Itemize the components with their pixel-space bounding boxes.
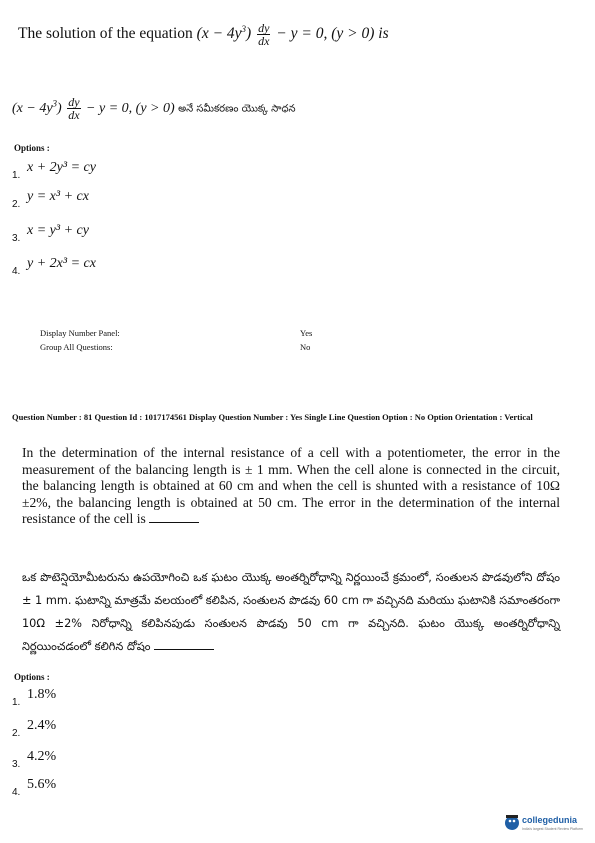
question-2-english [22,445,560,528]
option-text: 4.2% [27,749,57,764]
display-number-panel-label: Display Number Panel: [40,328,120,338]
collegedunia-logo[interactable] [503,812,585,838]
question-1-telugu-text: అనే సమీకరణం యొక్క సాధన [178,103,296,115]
derivative-fraction [257,22,270,47]
equation-close-te: ) [57,100,62,116]
logo-text: collegedunia [522,815,578,825]
group-all-questions-value: No [300,342,311,352]
answer-blank [149,512,199,523]
question-1-prefix: The solution of the equation [18,25,193,43]
option-text: x + 2y³ = cy [27,160,96,175]
logo-tagline: India's largest Student Review Platform [522,827,583,831]
option-number: 3. [12,233,21,244]
derivative-denominator-te: dx [68,108,80,122]
equation-left: (x − 4y [196,25,242,43]
equation-left-te: (x − 4y [12,100,53,116]
option-number: 4. [12,787,21,798]
equation-exponent-te: 3 [52,98,58,109]
question-2-header: Question Number : 81 Question Id : 1017174561 Display Question Number : Yes Single Line Question Option : No Option Orientation : Vertical [12,412,533,422]
question-1-telugu [12,96,296,121]
option-text: x = y³ + cy [27,223,89,238]
display-number-panel-value: Yes [300,328,313,338]
option-text: y + 2x³ = cx [27,256,96,271]
option-text: 5.6% [27,777,57,792]
option-number: 3. [12,759,21,770]
question-1-english [18,22,389,47]
question-2-telugu-text: ఒక పొటెన్షియోమీటరును ఉపయోగించి ఒక ఘటం యొక్క అంతర్నిరోధాన్ని నిర్ణయించే క్రమంలో, సంతులన పొడవులోని దోషం ± 1 mm. ఘటాన్ని మాత్రమే వలయంలో కలిపిన, సంతులన పొడవు 60 cm గా వచ్చినది మరియు ఘటానికి సమాంతరంగా 10Ω ±2% నిరోధాన్ని కలిపినపుడు సంతులన పొడవు 50 cm గా వచ్చినది. ఘటం యొక్క అంతర్నిరోధాన్ని నిర్ణయించడంలో కలిగిన దోషం [22,571,560,653]
options-label-q2: Options : [14,672,50,682]
question-2-telugu [22,566,560,658]
option-number: 4. [12,266,21,277]
group-all-questions-label: Group All Questions: [40,342,113,352]
option-number: 2. [12,199,21,210]
logo-mascot-icon [505,816,519,830]
equation-exponent: 3 [241,23,247,34]
derivative-fraction-te [67,96,80,121]
option-text: y = x³ + cx [27,189,89,204]
option-number: 1. [12,170,21,181]
option-text: 2.4% [27,718,57,733]
options-label-q1: Options : [14,143,50,153]
derivative-denominator: dx [258,34,270,48]
equation-rest-te: − y = 0, (y > 0) [86,100,175,116]
option-text: 1.8% [27,687,57,702]
equation-close: ) [246,25,252,43]
answer-blank-te [154,639,214,650]
derivative-numerator-te: dy [68,95,80,109]
option-number: 1. [12,697,21,708]
equation-rest: − y = 0, (y > 0) is [276,25,389,43]
question-2-english-text: In the determination of the internal resistance of a cell with a potentiometer, the error in the measurement of the balancing length is ± 1 mm. When the cell alone is connected in the circuit, the balancing length is obtained at 60 cm and when the cell is shunted with a resistance of 10Ω ±2%, the balancing length is obtained at 50 cm. The error in the determination of the internal resistance of the cell is [22,445,560,527]
option-number: 2. [12,728,21,739]
derivative-numerator: dy [258,21,270,35]
